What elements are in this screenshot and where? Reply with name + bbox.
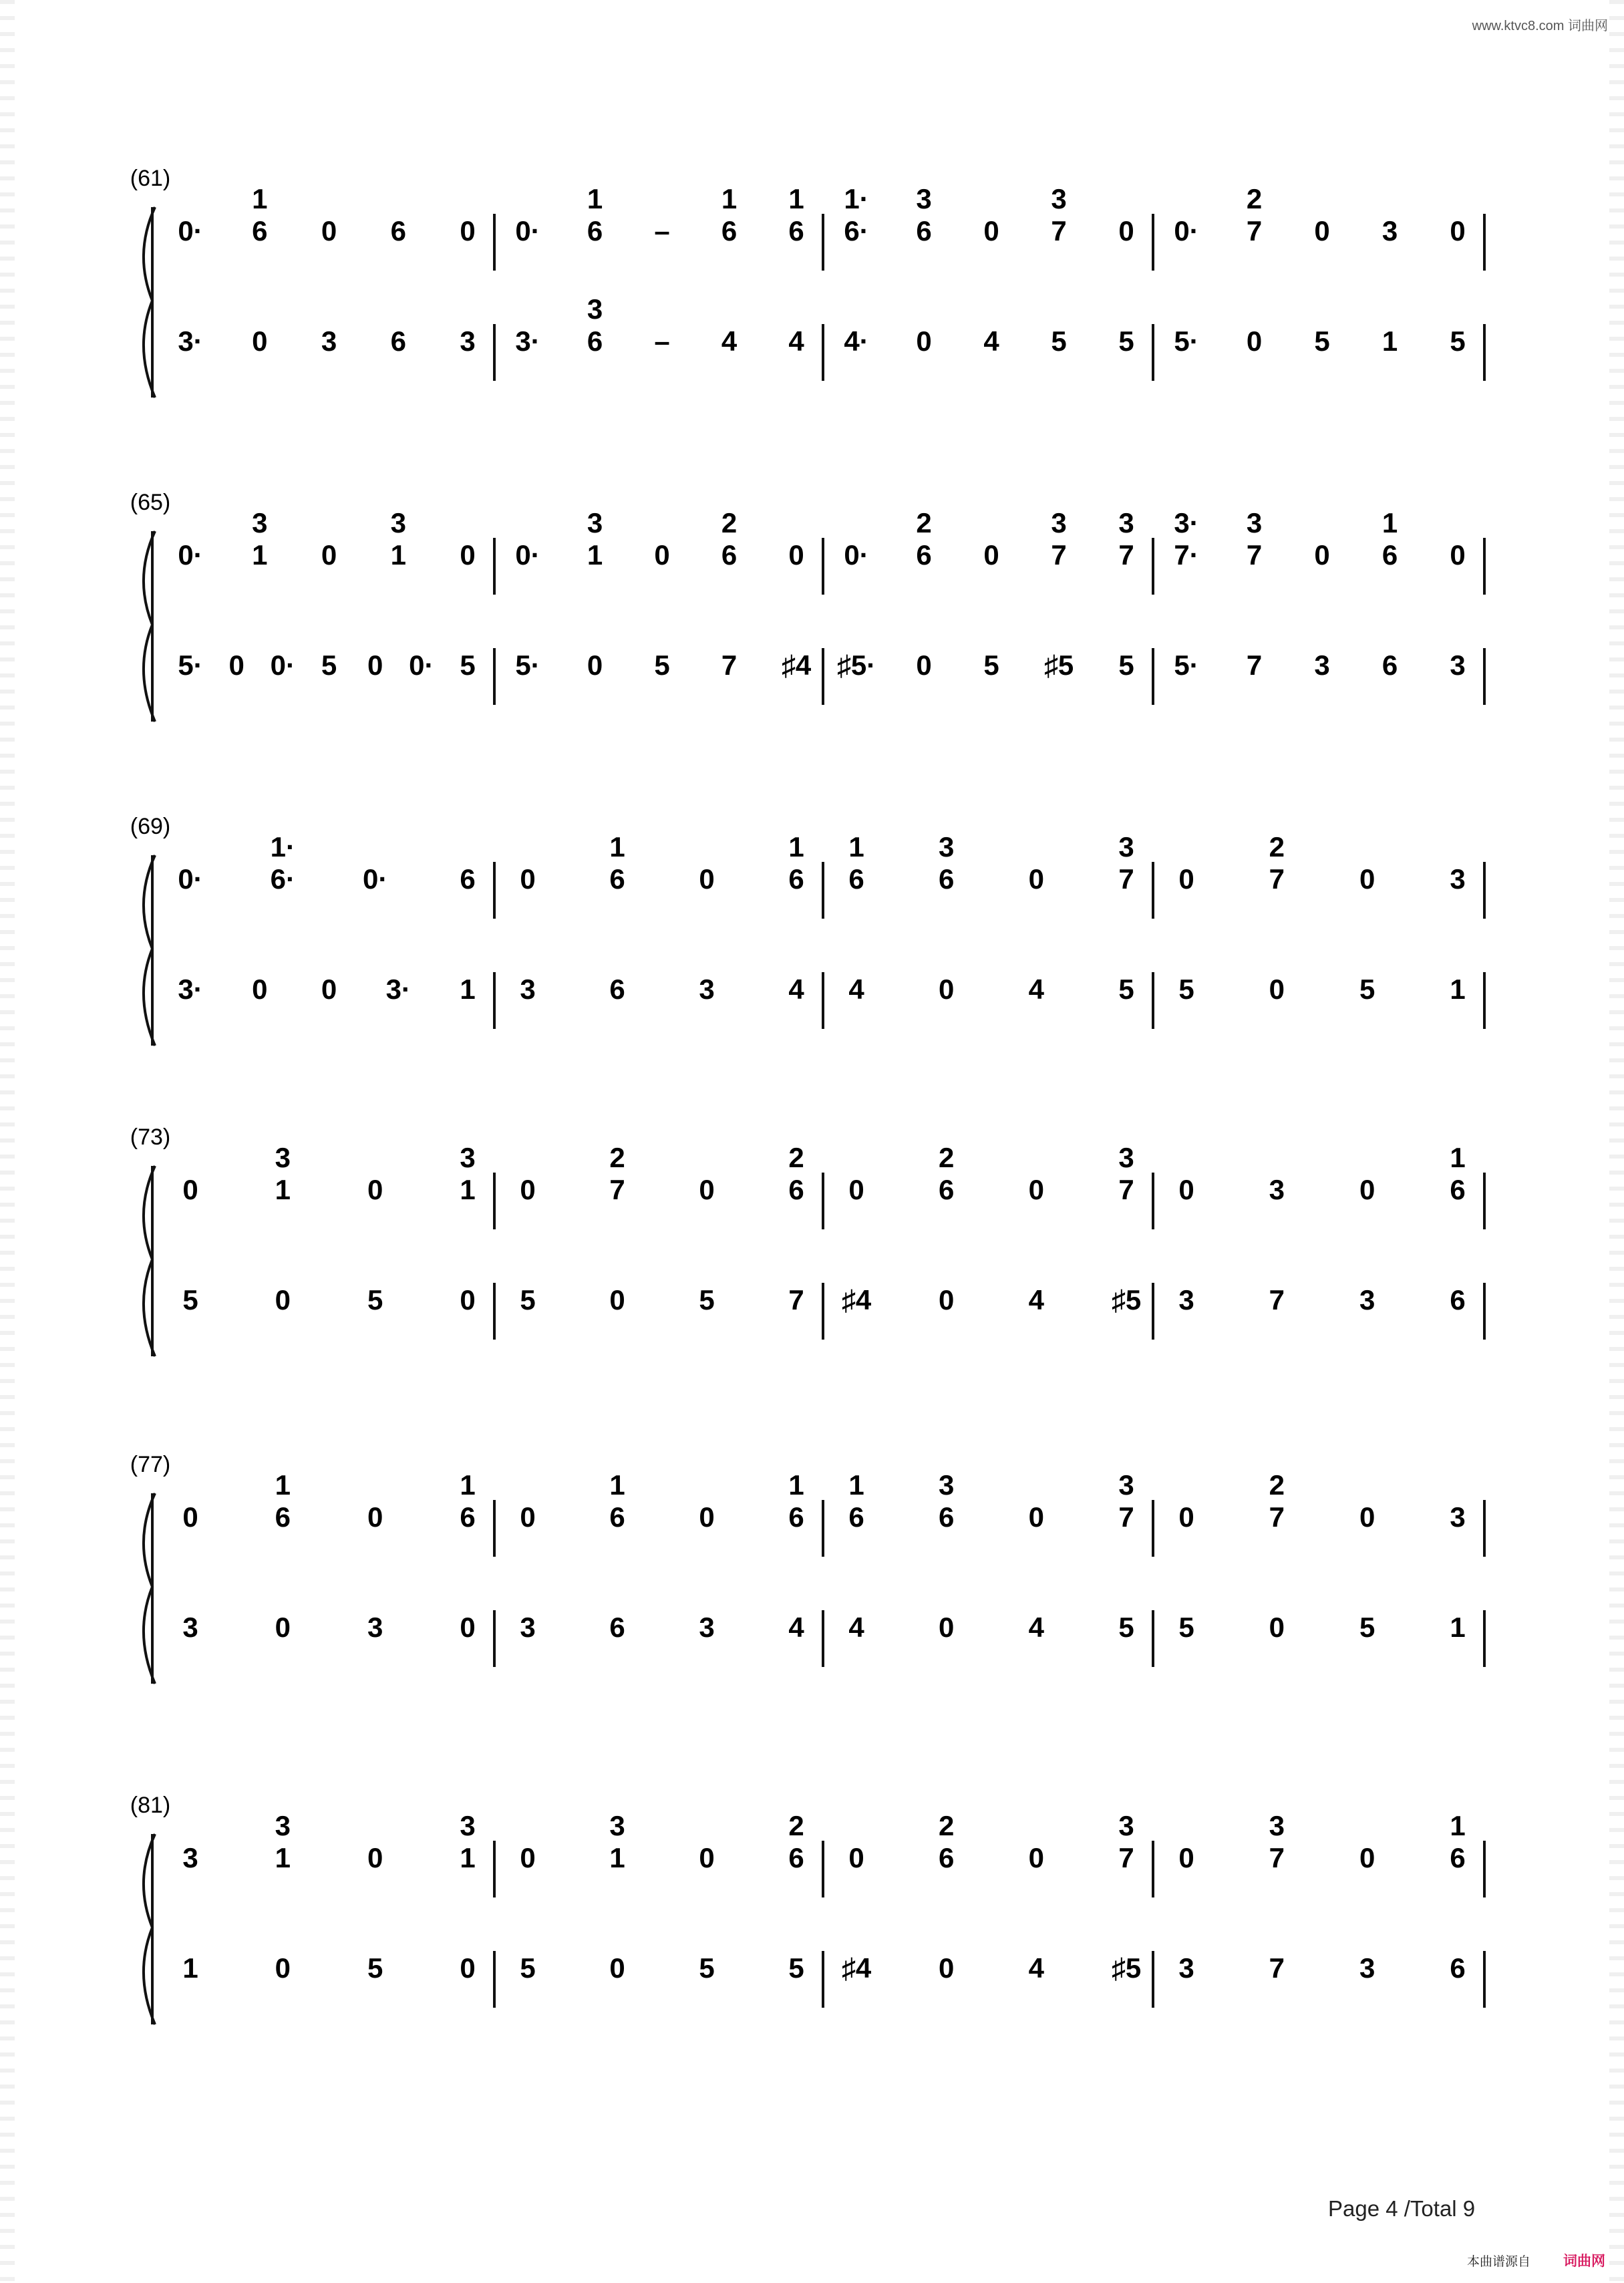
- treble-chord-upper: 1: [788, 831, 804, 863]
- bass-note: 5: [699, 1952, 715, 1984]
- treble-chord-upper: 1: [252, 183, 268, 214]
- treble-note: 3: [1450, 863, 1466, 895]
- treble-note: 0: [699, 1842, 715, 1873]
- bass-note: 0: [460, 1284, 476, 1316]
- treble-note: 6: [916, 215, 932, 247]
- bass-note: 0: [1246, 325, 1263, 357]
- bass-note: 3·: [178, 325, 203, 357]
- bass-note: 5: [1118, 325, 1134, 357]
- treble-note: 0: [1028, 1842, 1045, 1873]
- bass-note: 5: [654, 649, 670, 681]
- bass-chord-upper: 3: [587, 293, 603, 325]
- treble-note: 0: [1359, 1842, 1375, 1873]
- bass-note: 4: [721, 325, 738, 357]
- bass-note: 3: [182, 1612, 198, 1643]
- bass-note: 1: [1450, 1612, 1466, 1643]
- bass-note: 0: [367, 649, 383, 681]
- treble-note: 6: [1450, 1842, 1466, 1873]
- treble-note: 0: [654, 539, 670, 571]
- treble-note: 1: [390, 539, 406, 571]
- bass-note: 5: [367, 1952, 383, 1984]
- treble-chord-upper: 3: [587, 507, 603, 539]
- bass-note: 4: [1028, 1952, 1045, 1984]
- treble-chord-upper: 3: [460, 1810, 476, 1841]
- treble-chord-upper: 3: [1118, 1810, 1134, 1841]
- treble-note: 0·: [1174, 215, 1199, 247]
- treble-chord-upper: 2: [938, 1810, 955, 1841]
- treble-note: 0: [1028, 863, 1045, 895]
- treble-note: 6: [788, 1174, 804, 1205]
- bass-note: 4: [983, 325, 999, 357]
- bass-note: 5: [1178, 973, 1194, 1005]
- bass-note: 3: [1359, 1284, 1375, 1316]
- treble-note: 0: [699, 1174, 715, 1205]
- treble-note: 7: [1269, 863, 1285, 895]
- treble-note: 6: [788, 1842, 804, 1873]
- bass-note: 0·: [409, 649, 434, 681]
- treble-chord-upper: 3: [1246, 507, 1263, 539]
- treble-note: 0: [1178, 1842, 1194, 1873]
- treble-note: 0·: [178, 863, 203, 895]
- treble-chord-upper: 3: [609, 1810, 625, 1841]
- bass-note: 0: [275, 1612, 291, 1643]
- bass-note: 6: [1450, 1952, 1466, 1984]
- treble-note: 7: [1118, 1174, 1134, 1205]
- treble-note: 0: [1314, 215, 1330, 247]
- treble-chord-upper: 3: [1118, 1469, 1134, 1501]
- treble-chord-upper: 1: [721, 183, 738, 214]
- bass-note: 0: [587, 649, 603, 681]
- treble-note: 0: [321, 539, 337, 571]
- bass-note: 5: [1118, 649, 1134, 681]
- bass-note: 6: [587, 325, 603, 357]
- treble-chord-upper: 3: [1051, 183, 1067, 214]
- treble-note: 0: [699, 863, 715, 895]
- treble-chord-upper: 2: [916, 507, 932, 539]
- bass-note: 0: [321, 973, 337, 1005]
- treble-chord-upper: 3: [938, 831, 955, 863]
- treble-note: 0: [1118, 215, 1134, 247]
- treble-chord-upper: 1·: [844, 183, 869, 214]
- treble-chord-upper: 2: [1269, 1469, 1285, 1501]
- treble-note: 1: [275, 1842, 291, 1873]
- treble-chord-upper: 2: [1269, 831, 1285, 863]
- bass-note: 5: [788, 1952, 804, 1984]
- treble-note: 0: [520, 1842, 536, 1873]
- bass-note: 0: [460, 1612, 476, 1643]
- treble-chord-upper: 3: [1269, 1810, 1285, 1841]
- treble-chord-upper: 3: [252, 507, 268, 539]
- treble-note: 0: [182, 1174, 198, 1205]
- bass-note: 5: [520, 1284, 536, 1316]
- bass-note: 6: [609, 1612, 625, 1643]
- bass-note: 0: [609, 1952, 625, 1984]
- bass-note: 1: [182, 1952, 198, 1984]
- brand-logo: 词曲网: [1563, 2254, 1605, 2269]
- treble-note: 0: [520, 863, 536, 895]
- bass-note: 6: [1450, 1284, 1466, 1316]
- treble-note: 6: [788, 863, 804, 895]
- treble-note: 6: [1450, 1174, 1466, 1205]
- treble-chord-upper: 3: [275, 1142, 291, 1173]
- bass-note: 0: [460, 1952, 476, 1984]
- bass-note: 5: [1178, 1612, 1194, 1643]
- source-label: 本曲谱源自: [1466, 2255, 1530, 2269]
- treble-note: 7: [1246, 215, 1263, 247]
- treble-note: 0: [848, 1174, 864, 1205]
- bass-note: 4: [788, 973, 804, 1005]
- treble-note: 0: [520, 1501, 536, 1533]
- bass-note: 3: [1450, 649, 1466, 681]
- bass-note: 5: [1359, 1612, 1375, 1643]
- treble-note: 0: [1314, 539, 1330, 571]
- treble-chord-upper: 1: [788, 1469, 804, 1501]
- bass-note: 3: [367, 1612, 383, 1643]
- bass-note: ♯5: [1043, 649, 1074, 681]
- bass-note: 4: [1028, 1284, 1045, 1316]
- treble-note: 1: [275, 1174, 291, 1205]
- treble-note: 1: [587, 539, 603, 571]
- treble-note: 6·: [270, 863, 296, 895]
- bass-note: 3: [699, 1612, 715, 1643]
- treble-note: 6: [587, 215, 603, 247]
- treble-note: 1: [609, 1842, 625, 1873]
- treble-note: 0: [788, 539, 804, 571]
- measure-number: (73): [130, 1124, 171, 1150]
- bass-note: 0: [938, 1952, 955, 1984]
- treble-note: 6: [938, 1174, 955, 1205]
- bass-note: 3·: [515, 325, 540, 357]
- treble-note: 7: [1051, 539, 1067, 571]
- bass-note: 5·: [1174, 325, 1199, 357]
- bass-note: 0: [938, 1284, 955, 1316]
- treble-note: 0: [321, 215, 337, 247]
- treble-note: 6: [721, 539, 738, 571]
- bass-note: 6: [390, 325, 406, 357]
- treble-note: 3: [1269, 1174, 1285, 1205]
- bass-note: 4: [1028, 1612, 1045, 1643]
- treble-note: 7: [1118, 863, 1134, 895]
- bass-note: 3: [321, 325, 337, 357]
- treble-chord-upper: 1: [1382, 507, 1398, 539]
- treble-note: 3: [1450, 1501, 1466, 1533]
- treble-note: 0: [1028, 1174, 1045, 1205]
- treble-note: 6: [916, 539, 932, 571]
- treble-chord-upper: 3: [1118, 507, 1134, 539]
- bass-note: 5: [460, 649, 476, 681]
- bass-note: 0: [1269, 973, 1285, 1005]
- treble-note: 7: [1118, 1842, 1134, 1873]
- treble-note: 6: [252, 215, 268, 247]
- treble-note: 7: [609, 1174, 625, 1205]
- treble-note: 0: [1359, 1174, 1375, 1205]
- treble-note: 7: [1269, 1501, 1285, 1533]
- treble-chord-upper: 2: [788, 1142, 804, 1173]
- treble-note: 1: [460, 1842, 476, 1873]
- treble-note: 7: [1269, 1842, 1285, 1873]
- treble-note: 7: [1051, 215, 1067, 247]
- treble-note: 0: [367, 1501, 383, 1533]
- bass-note: ♯5: [1111, 1284, 1142, 1316]
- treble-chord-upper: 2: [788, 1810, 804, 1841]
- treble-note: 6: [848, 863, 864, 895]
- measure-number: (77): [130, 1452, 171, 1477]
- treble-note: 0: [1450, 215, 1466, 247]
- bass-note: 1: [460, 973, 476, 1005]
- bass-note: 3: [520, 973, 536, 1005]
- bass-note: 3: [460, 325, 476, 357]
- bass-note: 3: [1178, 1284, 1194, 1316]
- treble-chord-upper: 1: [848, 831, 864, 863]
- treble-note: 6·: [844, 215, 869, 247]
- treble-chord-upper: 1: [609, 831, 625, 863]
- treble-note: 6: [938, 863, 955, 895]
- treble-note: 0: [1359, 863, 1375, 895]
- bass-note: ♯4: [841, 1284, 872, 1316]
- treble-note: 6: [609, 1501, 625, 1533]
- bass-note: 5: [520, 1952, 536, 1984]
- bass-note: 4: [848, 1612, 864, 1643]
- bass-note: 5: [182, 1284, 198, 1316]
- bass-note: 4: [788, 1612, 804, 1643]
- treble-note: 0·: [362, 863, 388, 895]
- bass-note: 7: [721, 649, 738, 681]
- measure-number: (65): [130, 490, 171, 515]
- treble-note: 6: [275, 1501, 291, 1533]
- treble-note: 6: [848, 1501, 864, 1533]
- treble-note: 0: [1450, 539, 1466, 571]
- treble-note: 0: [460, 539, 476, 571]
- treble-note: 3: [182, 1842, 198, 1873]
- bass-note: 5·: [178, 649, 203, 681]
- measure-number: (61): [130, 166, 171, 191]
- treble-note: 0: [1028, 1501, 1045, 1533]
- bass-note: 7: [788, 1284, 804, 1316]
- treble-chord-upper: 2: [609, 1142, 625, 1173]
- bass-note: 0: [252, 325, 268, 357]
- treble-note: 1: [460, 1174, 476, 1205]
- bass-note: 4: [1028, 973, 1045, 1005]
- treble-note: 7·: [1174, 539, 1199, 571]
- bass-note: 5: [983, 649, 999, 681]
- treble-chord-upper: 1: [587, 183, 603, 214]
- treble-note: 6: [1382, 539, 1398, 571]
- bass-note: 4: [848, 973, 864, 1005]
- treble-chord-upper: 3: [1118, 831, 1134, 863]
- treble-chord-upper: 1: [1450, 1810, 1466, 1841]
- treble-note: 7: [1246, 539, 1263, 571]
- treble-note: 6: [938, 1501, 955, 1533]
- bass-note: 0: [275, 1284, 291, 1316]
- treble-chord-upper: 2: [938, 1142, 955, 1173]
- treble-chord-upper: 3: [390, 507, 406, 539]
- treble-note: 0·: [515, 215, 540, 247]
- treble-note: –: [654, 215, 670, 247]
- bass-note: 5: [321, 649, 337, 681]
- bass-note: ♯5: [1111, 1952, 1142, 1984]
- treble-note: 0: [367, 1174, 383, 1205]
- treble-note: 0·: [844, 539, 869, 571]
- treble-chord-upper: 1·: [270, 831, 296, 863]
- treble-chord-upper: 1: [275, 1469, 291, 1501]
- bass-note: 7: [1269, 1952, 1285, 1984]
- site-header: www.ktvc8.com 词曲网: [1472, 19, 1608, 33]
- bass-note: 0: [252, 973, 268, 1005]
- bass-note: 4·: [844, 325, 869, 357]
- treble-note: 0: [1178, 1501, 1194, 1533]
- bass-note: ♯5·: [836, 649, 876, 681]
- bass-note: 7: [1246, 649, 1263, 681]
- bass-note: 0: [916, 325, 932, 357]
- treble-chord-upper: 3: [1118, 1142, 1134, 1173]
- bass-note: 0·: [270, 649, 296, 681]
- bass-note: 5: [1450, 325, 1466, 357]
- bass-note: 3: [520, 1612, 536, 1643]
- treble-chord-upper: 2: [1246, 183, 1263, 214]
- bass-note: 0: [1269, 1612, 1285, 1643]
- bass-note: 5: [1359, 973, 1375, 1005]
- bass-note: –: [654, 325, 670, 357]
- treble-note: 0·: [515, 539, 540, 571]
- bass-note: 3·: [385, 973, 411, 1005]
- page-indicator: Page 4 /Total 9: [1328, 2196, 1476, 2221]
- treble-note: 0: [983, 539, 999, 571]
- treble-note: 0: [1178, 863, 1194, 895]
- measure-number: (69): [130, 814, 171, 839]
- treble-chord-upper: 1: [609, 1469, 625, 1501]
- treble-note: 0: [848, 1842, 864, 1873]
- treble-note: 6: [788, 1501, 804, 1533]
- treble-note: 0: [182, 1501, 198, 1533]
- treble-note: 0·: [178, 539, 203, 571]
- treble-note: 6: [390, 215, 406, 247]
- bass-note: 3·: [178, 973, 203, 1005]
- treble-note: 0: [983, 215, 999, 247]
- treble-note: 6: [460, 1501, 476, 1533]
- treble-chord-upper: 1: [788, 183, 804, 214]
- treble-chord-upper: 3: [916, 183, 932, 214]
- treble-note: 6: [788, 215, 804, 247]
- treble-chord-upper: 3: [275, 1810, 291, 1841]
- treble-note: 0: [460, 215, 476, 247]
- bass-note: 5·: [515, 649, 540, 681]
- treble-chord-upper: 3: [460, 1142, 476, 1173]
- bass-note: 3: [1178, 1952, 1194, 1984]
- bass-note: 3: [1359, 1952, 1375, 1984]
- bass-note: 7: [1269, 1284, 1285, 1316]
- treble-note: 0: [699, 1501, 715, 1533]
- bass-note: 5·: [1174, 649, 1199, 681]
- treble-chord-upper: 3·: [1174, 507, 1199, 539]
- bass-note: 0: [938, 1612, 955, 1643]
- treble-note: 0: [520, 1174, 536, 1205]
- treble-note: 0: [1359, 1501, 1375, 1533]
- bass-note: 3: [699, 973, 715, 1005]
- treble-note: 0·: [178, 215, 203, 247]
- treble-note: 6: [609, 863, 625, 895]
- bass-note: 0: [228, 649, 245, 681]
- bass-note: 0: [938, 973, 955, 1005]
- treble-chord-upper: 3: [938, 1469, 955, 1501]
- bass-note: 0: [609, 1284, 625, 1316]
- bass-note: ♯4: [841, 1952, 872, 1984]
- bass-note: 3: [1314, 649, 1330, 681]
- bass-note: 6: [609, 973, 625, 1005]
- treble-note: 6: [460, 863, 476, 895]
- bass-note: 5: [1314, 325, 1330, 357]
- bass-note: 1: [1450, 973, 1466, 1005]
- measure-number: (81): [130, 1793, 171, 1818]
- treble-chord-upper: 1: [848, 1469, 864, 1501]
- bass-note: 0: [916, 649, 932, 681]
- bass-note: 1: [1382, 325, 1398, 357]
- treble-chord-upper: 1: [1450, 1142, 1466, 1173]
- treble-note: 7: [1118, 1501, 1134, 1533]
- bass-note: 5: [367, 1284, 383, 1316]
- treble-note: 7: [1118, 539, 1134, 571]
- bass-note: 5: [1118, 1612, 1134, 1643]
- bass-note: 5: [1051, 325, 1067, 357]
- treble-note: 6: [938, 1842, 955, 1873]
- treble-note: 6: [721, 215, 738, 247]
- treble-chord-upper: 2: [721, 507, 738, 539]
- bass-note: 5: [1118, 973, 1134, 1005]
- treble-note: 0: [1178, 1174, 1194, 1205]
- treble-note: 1: [252, 539, 268, 571]
- treble-note: 3: [1382, 215, 1398, 247]
- bass-note: 6: [1382, 649, 1398, 681]
- bass-note: 4: [788, 325, 804, 357]
- bass-note: 0: [275, 1952, 291, 1984]
- treble-chord-upper: 3: [1051, 507, 1067, 539]
- bass-note: 5: [699, 1284, 715, 1316]
- treble-note: 0: [367, 1842, 383, 1873]
- bass-note: ♯4: [781, 649, 812, 681]
- treble-chord-upper: 1: [460, 1469, 476, 1501]
